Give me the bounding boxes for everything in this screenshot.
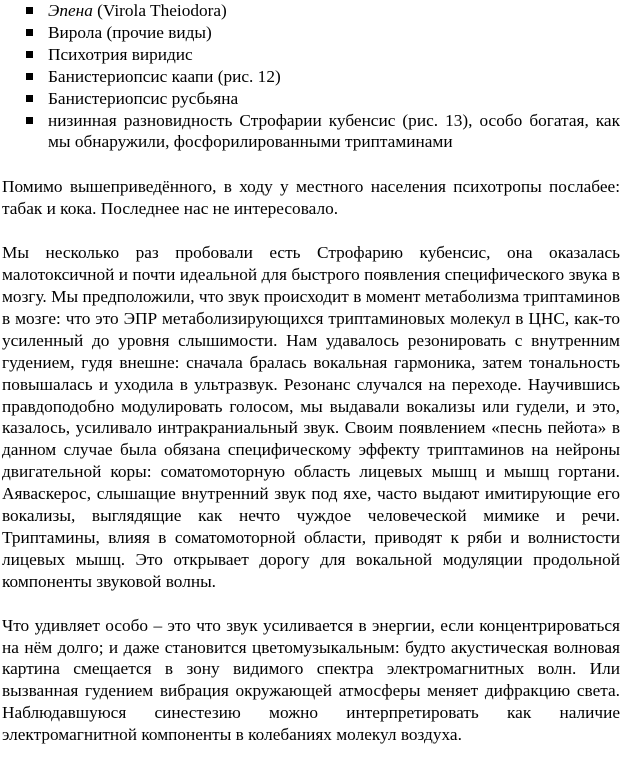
list-item — [26, 88, 620, 110]
list-item-text: Банистериопсис русбьяна — [48, 88, 239, 108]
list-item-text: низинная разновидность Строфарии кубенсис (рис. 13), особо богатая, как мы обнаружили, фосфорилированными триптаминами — [48, 110, 620, 152]
plant-list — [2, 0, 620, 153]
square-bullet-icon — [26, 51, 33, 58]
list-item-text: Банистериопсис каапи (рис. 12) — [48, 66, 281, 86]
list-item — [26, 44, 620, 66]
body-paragraph: Что удивляет особо – это что звук усиливается в энергии, если концентрироваться на нём долго; и даже становится цветомузыкальным: будто акустическая волновая картина смещается в зону видимого спектра электромагнитных волн. Или вызванная гудением вибрация окружающей атмосферы меняет дифракцию света. Наблюдавшуюся синестезию можно интерпретировать как наличие электромагнитной компоненты в колебаниях молекул воздуха. — [2, 615, 620, 745]
list-item — [26, 0, 620, 22]
list-item-italic: Эпена — [48, 1, 93, 20]
square-bullet-icon — [26, 73, 33, 80]
list-item-text: Вирола (прочие виды) — [48, 22, 212, 42]
body-paragraph: Помимо вышеприведённого, в ходу у местного населения психотропы послабее: табак и кока. Последнее нас не интересовало. — [2, 177, 620, 219]
list-item — [26, 66, 620, 88]
list-item — [26, 22, 620, 44]
list-item — [26, 110, 620, 154]
square-bullet-icon — [26, 117, 33, 124]
list-item-text: (Virola Theiodora) — [92, 1, 227, 20]
list-item-text: Психотрия виридис — [48, 44, 193, 64]
square-bullet-icon — [26, 7, 33, 14]
body-paragraph: Мы несколько раз пробовали есть Строфарию кубенсис, она оказалась малотоксичной и почти идеальной для быстрого появления специфического звука в мозгу. Мы предположили, что звук происходит в момент метаболизма триптаминов в мозге: что это ЭПР метаболизирующихся триптаминовых молекул в ЦНС, как-то усиленный до уровня слышимости. Нам удавалось резонировать с внутренним гудением, гудя внешне: сначала бралась вокальная гармоника, затем тональность повышалась и уходила в ультразвук. Резонанс случался на переходе. Научившись правдоподобно модулировать голосом, мы выдавали вокализы или гудели, и это, казалось, усиливало интракраниальный звук. Своим появлением «песнь пейота» в данном случае была обязана специфическому эффекту триптаминов на нейроны двигательной коры: соматомоторную область лицевых мышц и мышц гортани. Аяваскерос, слышащие внутренний звук под яхе, часто выдают имитирующие его вокализы, выглядящие как нечто чуждое человеческой мимике и речи. Триптамины, влияя в соматомоторной области, приводят к ряби и волнистости лицевых мышц. Это открывает дорогу для вокальной модуляции продольной компоненты звуковой волны. — [2, 243, 620, 591]
square-bullet-icon — [26, 95, 33, 102]
square-bullet-icon — [26, 29, 33, 36]
